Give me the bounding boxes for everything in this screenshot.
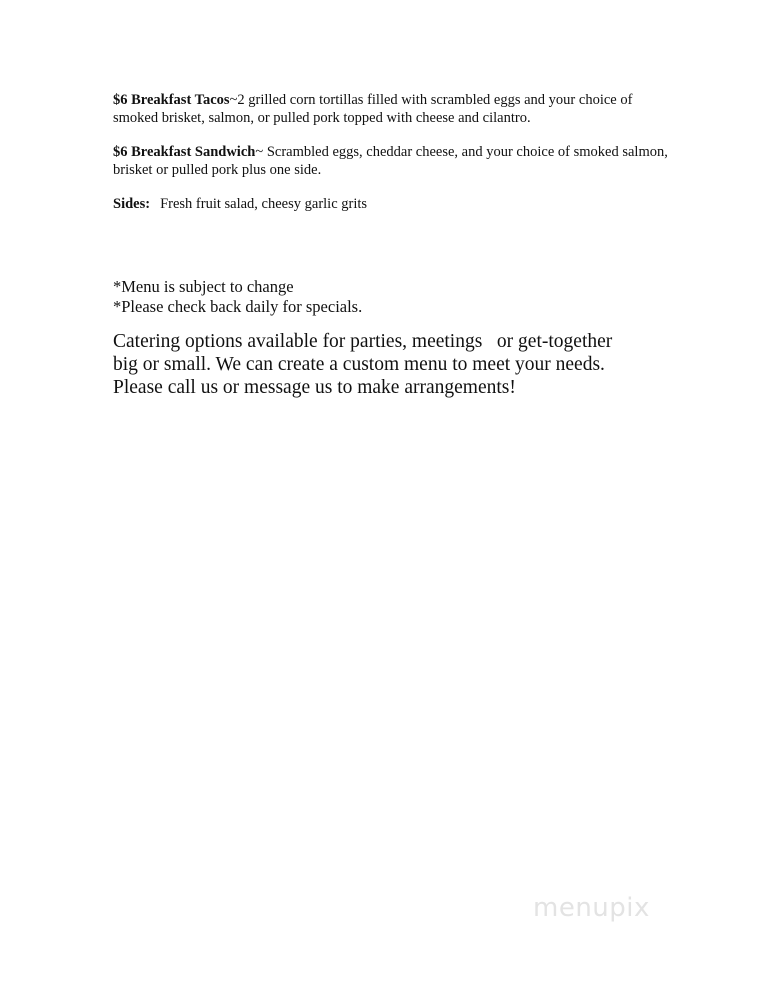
- menupix-watermark: menupix: [533, 893, 650, 923]
- menu-item-breakfast-tacos: [113, 91, 673, 127]
- menu-item-sides: [113, 195, 673, 213]
- menu-item-name: $6 Breakfast Sandwich: [113, 144, 256, 160]
- menu-item-description: ~2 grilled corn tortillas filled with scrambled eggs and your choice of smoked brisket, salmon, or pulled pork topped with cheese and cilantro.: [113, 92, 633, 126]
- catering-line: Please call us or message us to make arrangements!: [113, 377, 516, 398]
- menu-item-description: Fresh fruit salad, cheesy garlic grits: [160, 196, 368, 212]
- menu-notes: [113, 277, 362, 316]
- note-line: *Menu is subject to change: [113, 277, 294, 296]
- catering-paragraph: [113, 330, 673, 399]
- menu-item-breakfast-sandwich: [113, 143, 673, 179]
- catering-line: Catering options available for parties, meetings or get-together: [113, 331, 613, 352]
- note-line: *Please check back daily for specials.: [113, 296, 363, 316]
- menu-item-description: ~ Scrambled eggs, cheddar cheese, and your choice of smoked salmon, brisket or pulled pork plus one side.: [113, 144, 668, 178]
- menu-item-name: $6 Breakfast Tacos: [113, 92, 230, 108]
- menu-item-name: Sides:: [113, 196, 151, 212]
- catering-line: big or small. We can create a custom menu to meet your needs.: [113, 354, 605, 375]
